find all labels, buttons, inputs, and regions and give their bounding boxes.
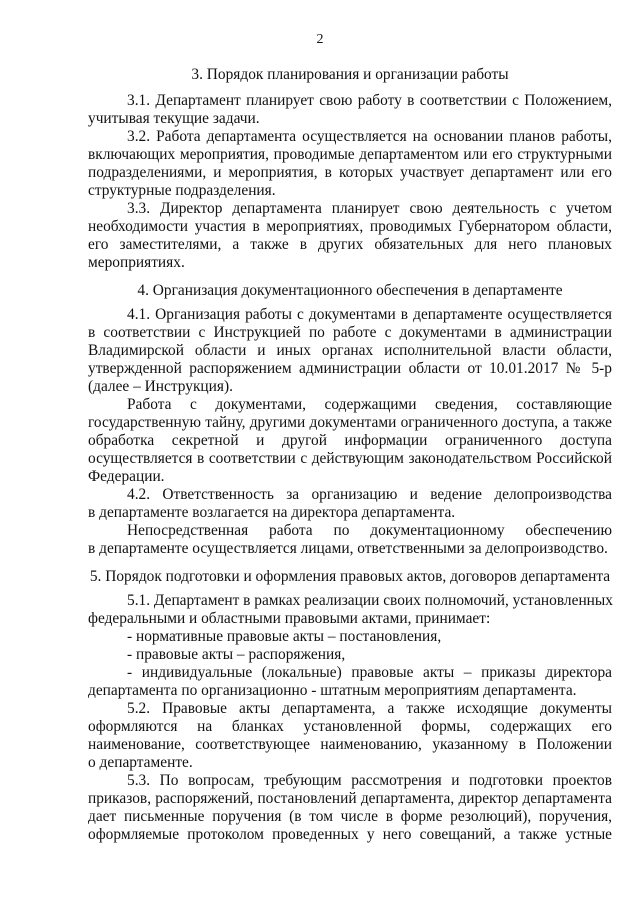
text-line: 4.2. Ответственность за организацию и ведение делопроизводства <box>127 486 612 503</box>
list-item: - правовые акты – распоряжения, <box>127 646 346 663</box>
list-item: - нормативные правовые акты – постановления, <box>127 628 442 645</box>
text-line: 5.2. Правовые акты департамента, а также исходящие документы <box>127 700 612 717</box>
list-item: - индивидуальные (локальные) правовые акты – приказы директора <box>127 664 612 681</box>
text-line: 4.1. Организация работы с документами в департаменте осуществляется <box>127 306 612 323</box>
text-line: федеральными и областными правовыми актами, принимает: <box>88 610 491 627</box>
text-line: в департаменте осуществляется лицами, ответственными за делопроизводство. <box>88 540 608 557</box>
text-line: приказов, распоряжений, постановлений департамента, директор департамента <box>88 790 612 807</box>
text-line: утвержденной распоряжением администрации области от 10.01.2017 № 5-р <box>88 360 612 377</box>
section-heading-3: 3. Порядок планирования и организации работы <box>191 66 509 83</box>
text-line: мероприятиях. <box>88 254 185 271</box>
text-line: в департаменте возлагается на директора департамента. <box>88 504 456 521</box>
text-line: необходимости участия в мероприятиях, проводимых Губернатором области, <box>88 218 612 235</box>
text-line: его заместителями, а также в других обязательных для него плановых <box>88 236 612 253</box>
section-heading-5: 5. Порядок подготовки и оформления правовых актов, договоров департамента <box>89 568 611 585</box>
text-line: 5.1. Департамент в рамках реализации своих полномочий, установленных <box>127 592 613 609</box>
text-line: Владимирской области и иных органах исполнительной власти области, <box>88 342 612 359</box>
text-line: наименование, соответствующее наименованию, указанному в Положении <box>88 736 612 753</box>
text-line: (далее – Инструкция). <box>88 378 233 395</box>
text-line: департамента по организационно - штатным мероприятиям департамента. <box>88 682 577 699</box>
text-line: Федерации. <box>88 468 165 485</box>
text-line: 5.3. По вопросам, требующим рассмотрения и подготовки проектов <box>127 772 612 789</box>
text-line: осуществляется в соответствии с действующим законодательством Российской <box>88 450 612 467</box>
text-line: обработка секретной и другой информации ограниченного доступа <box>88 432 612 449</box>
text-line: 3.2. Работа департамента осуществляется на основании планов работы, <box>127 128 612 145</box>
text-line: 3.3. Директор департамента планирует свою деятельность с учетом <box>127 200 612 217</box>
text-line: в соответствии с Инструкцией по работе с документами в администрации <box>88 324 612 341</box>
text-line: оформляются на бланках установленной формы, содержащих его <box>88 718 612 735</box>
text-line: Непосредственная работа по документационному обеспечению <box>127 522 612 539</box>
text-line: учитывая текущие задачи. <box>88 110 260 127</box>
text-line: Работа с документами, содержащими сведения, составляющие <box>127 396 612 413</box>
text-line: включающих мероприятия, проводимые департаментом или его структурными <box>88 146 612 163</box>
text-line: подразделениями, и мероприятия, в которых участвует департамент или его <box>88 164 612 181</box>
text-line: дает письменные поручения (в том числе в форме резолюций), поручения, <box>88 808 612 825</box>
text-line: 3.1. Департамент планирует свою работу в соответствии с Положением, <box>127 92 612 109</box>
text-line: структурные подразделения. <box>88 182 276 199</box>
page-number: 2 <box>316 32 324 47</box>
text-line: оформляемые протоколом проведенных у него совещаний, а также устные <box>88 826 612 843</box>
text-line: государственную тайну, другими документами ограниченного доступа, а также <box>88 414 612 431</box>
section-heading-4: 4. Организация документационного обеспечения в департаменте <box>137 282 563 299</box>
text-line: о департаменте. <box>88 754 193 771</box>
